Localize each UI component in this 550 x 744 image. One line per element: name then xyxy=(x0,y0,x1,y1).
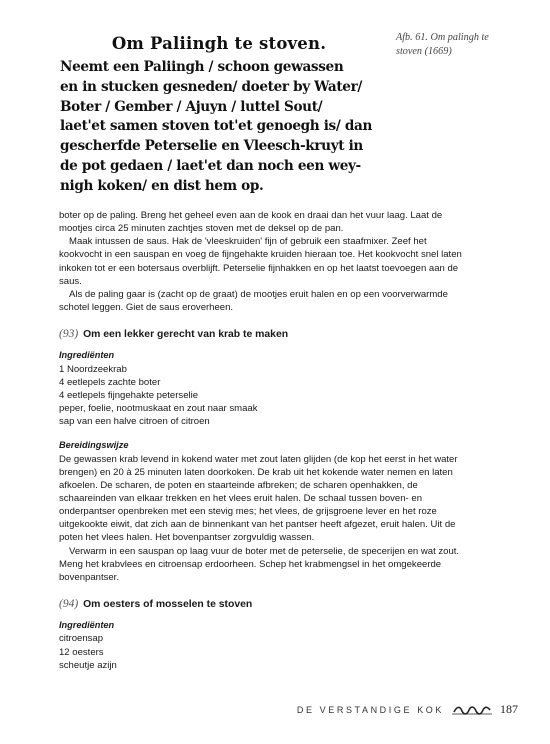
ingredient-item: sap van een halve citroen of citroen xyxy=(59,416,210,428)
excerpt-line: de pot gedaen / laet'et dan noch een wey- xyxy=(60,157,361,174)
ingredient-item: 12 oesters xyxy=(59,646,104,658)
ingredient-item: 1 Noordzeekrab xyxy=(59,363,127,375)
excerpt-line: nigh koken/ en dist hem op. xyxy=(60,177,264,194)
recipe-title: Om oesters of mosselen te stoven xyxy=(83,599,253,611)
recipe-title: Om een lekker gerecht van krab te maken xyxy=(83,329,289,341)
main-text xyxy=(59,209,467,672)
wave-ornament-icon xyxy=(452,704,492,716)
excerpt-line: Neemt een Paliingh / schoon gewassen xyxy=(60,59,344,75)
figure-caption: Afb. 61. Om palingh te stoven (1669) xyxy=(396,32,489,57)
page-number: 187 xyxy=(500,702,518,716)
historical-recipe-excerpt xyxy=(60,34,378,197)
ingredient-item: citroensap xyxy=(59,633,104,645)
paragraph: Maak intussen de saus. Hak de 'vleeskruiden' fijn of gebruik een staafmixer. Zeef het kookvocht in een sauspan en voeg de fijngehakte kruiden hieraan toe. Het kookvocht snel laten inkoken tot er een botersaus overblijft. Peterselie fijnhakken en op het laatst toevoegen aan de saus. xyxy=(59,236,462,287)
excerpt-line: laet'et samen stoven tot'et genoegh is/ dan xyxy=(60,118,372,135)
running-footer-title: DE VERSTANDIGE KOK xyxy=(296,704,444,715)
paragraph: boter op de paling. Breng het geheel even aan de kook en draai dan het vuur laag. Laat de mootjes circa 25 minuten zachtjes stoven met de deksel op de pan. xyxy=(59,210,443,235)
recipe-number: (94) xyxy=(59,598,79,611)
ingredient-item: scheutje azijn xyxy=(59,659,117,671)
ingredients-label: Ingrediënten xyxy=(59,350,115,361)
paragraph: De gewassen krab levend in kokend water met zout laten glijden (de kop het eerst in het water brengen) en 20 à 25 minuten laten doorkoken. De krab uit het kokende water nemen en laten afkoelen. De scharen, de poten en staarteinde afbreken; de scharen openhakken, de schaareinden van elkaar trekken en het vlees eruit halen. De schaal tussen boven- en onderpantser openbreken met een stevig mes; het vlees, de grijsgroene lever en het roze uitgekookte eiwit, dat zich aan de binnenkant van het pantser heeft afgezet, eruit halen. Uit de poten het vlees halen. Het bovenpantser zorgvuldig wassen. xyxy=(59,453,458,544)
page-footer xyxy=(297,702,518,717)
ingredient-item: 4 eetlepels zachte boter xyxy=(59,376,161,388)
ingredient-item: peper, foelie, nootmuskaat en zout naar smaak xyxy=(59,403,258,415)
excerpt-line: Boter / Gember / Ajuyn / luttel Sout/ xyxy=(60,98,323,115)
ingredient-item: 4 eetlepels fijngehakte peterselie xyxy=(59,389,199,401)
excerpt-line: gescherfde Peterselie en Vleesch-kruyt in xyxy=(60,138,363,155)
recipe-heading-93 xyxy=(59,328,467,341)
recipe-number: (93) xyxy=(59,328,79,341)
paragraph: Verwarm in een sauspan op laag vuur de boter met de peterselie, de specerijen en wat zout. Meng het krabvlees en citroensap erdoorheen. Schep het krabmengsel in het omgekeerde bovenpantser. xyxy=(59,545,460,583)
excerpt-line: en in stucken gesneden/ doeter by Water/ xyxy=(60,78,363,95)
recipe-heading-94 xyxy=(59,598,467,611)
ingredients-label: Ingrediënten xyxy=(59,620,115,631)
method-label: Bereidingswijze xyxy=(59,440,129,451)
excerpt-title: Om Paliingh te stoven. xyxy=(111,34,327,53)
paragraph: Als de paling gaar is (zacht op de graat) de mootjes eruit halen en op een voorverwarmde schotel leggen. Giet de saus eroverheen. xyxy=(59,288,448,314)
